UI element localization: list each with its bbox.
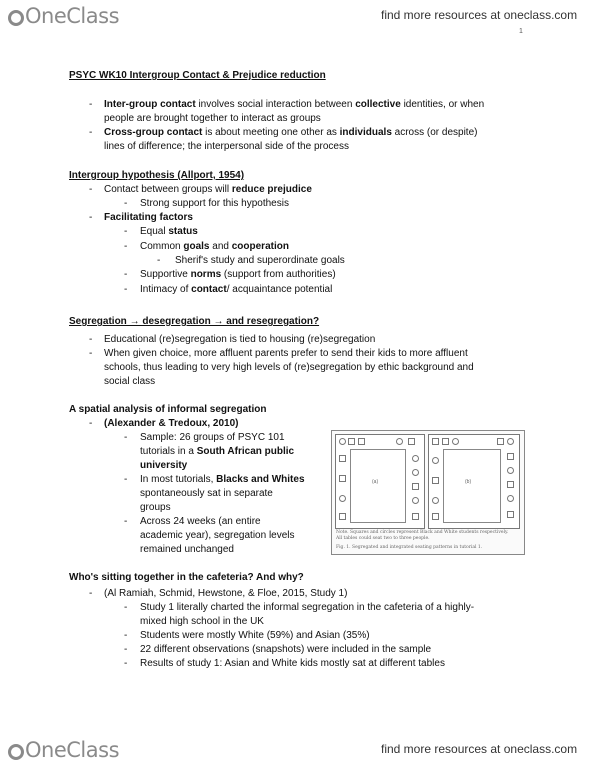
bullet-dash: -: [89, 184, 93, 195]
text-line: people are brought together to interact as groups: [104, 113, 321, 124]
bullet-dash: -: [89, 418, 93, 429]
bullet-dash: -: [89, 212, 93, 223]
text: involves social interaction between: [195, 99, 356, 110]
text-line: schools, thus leading to very high levels of (re)segregation by ethic background and: [104, 362, 474, 373]
term-status: status: [168, 226, 198, 237]
room-a: [335, 434, 425, 529]
text-line: mixed high school in the UK: [140, 616, 264, 627]
page-title: PSYC WK10 Intergroup Contact & Prejudice reduction: [69, 70, 326, 81]
section-heading-spatial-analysis: A spatial analysis of informal segregation: [69, 404, 267, 415]
list-item: Educational (re)segregation is tied to housing (re)segregation: [104, 334, 376, 345]
seat: [339, 495, 346, 502]
text: tutorials in a: [140, 446, 197, 457]
bullet-dash: -: [124, 269, 128, 280]
text: / acquaintance potential: [226, 284, 333, 295]
find-more-link-top[interactable]: find more resources at oneclass.com: [381, 8, 578, 22]
paragraph-intergroup-contact: [104, 98, 484, 112]
logo-text: OneClass: [25, 738, 120, 762]
table: [443, 449, 501, 523]
list-item: [140, 240, 289, 254]
logo-text: OneClass: [25, 4, 120, 28]
text-line: [140, 445, 294, 459]
oneclass-logo-top[interactable]: [8, 4, 119, 28]
logo-circle-icon: [8, 10, 24, 26]
bullet-dash: -: [124, 198, 128, 209]
list-item: Sample: 26 groups of PSYC 101: [140, 432, 285, 443]
text-line: university: [140, 460, 188, 471]
seat: [452, 438, 459, 445]
page-number: 1: [519, 28, 523, 35]
seat: [408, 438, 415, 445]
seat: [432, 457, 439, 464]
room-b: [428, 434, 520, 529]
seat: [412, 497, 419, 504]
text: (support from authorities): [221, 269, 336, 280]
seat: [432, 497, 439, 504]
seat: [507, 438, 514, 445]
seat: [507, 467, 514, 474]
term-norms: norms: [190, 269, 222, 280]
seat: [507, 495, 514, 502]
list-item: Sherif's study and superordinate goals: [175, 255, 345, 266]
bullet-dash: -: [124, 630, 128, 641]
term-collective: collective: [355, 99, 401, 110]
text-line: lines of difference; the interpersonal side of the process: [104, 141, 349, 152]
text-line: spontaneously sat in separate: [140, 488, 273, 499]
text: In most tutorials,: [140, 474, 217, 485]
seat: [432, 438, 439, 445]
list-item: Strong support for this hypothesis: [140, 198, 289, 209]
seat: [497, 438, 504, 445]
seat: [432, 513, 439, 520]
seating-figure: [331, 430, 525, 555]
citation: (Alexander & Tredoux, 2010): [104, 418, 239, 429]
list-item: Across 24 weeks (an entire: [140, 516, 261, 527]
text: Equal: [140, 226, 169, 237]
list-item: [140, 268, 336, 282]
text-line: academic year), segregation levels: [140, 530, 295, 541]
term-cooperation: cooperation: [231, 241, 289, 252]
term-intergroup-contact: Inter-group contact: [104, 99, 196, 110]
seat: [507, 481, 514, 488]
figure-caption: Fig. 1. Segregated and integrated seating patterns in tutorial 1.: [336, 545, 483, 550]
bullet-dash: -: [89, 348, 93, 359]
bullet-dash: -: [89, 588, 93, 599]
bullet-dash: -: [124, 516, 128, 527]
list-item: Students were mostly White (59%) and Asian (35%): [140, 630, 370, 641]
room-b-label: (b): [465, 479, 472, 485]
find-more-link-bottom[interactable]: find more resources at oneclass.com: [381, 742, 578, 756]
figure-note-line2: All tables could seat two to three people.: [336, 536, 430, 541]
bullet-dash: -: [157, 255, 161, 266]
bullet-dash: -: [89, 99, 93, 110]
list-item: Results of study 1: Asian and White kids mostly sat at different tables: [140, 658, 445, 669]
term-reduce-prejudice: reduce prejudice: [231, 184, 312, 195]
seat: [442, 438, 449, 445]
text: Contact between groups will: [104, 184, 232, 195]
seat: [339, 438, 346, 445]
citation: (Al Ramiah, Schmid, Hewstone, & Floe, 2015, Study 1): [104, 588, 348, 599]
seat: [348, 438, 355, 445]
seat: [339, 455, 346, 462]
list-item: [104, 183, 312, 197]
seat: [412, 513, 419, 520]
text: across (or despite): [391, 127, 478, 138]
text: identities, or when: [400, 99, 485, 110]
seat: [507, 453, 514, 460]
text: and: [209, 241, 232, 252]
text-line: groups: [140, 502, 171, 513]
oneclass-logo-bottom[interactable]: [8, 738, 119, 762]
bullet-dash: -: [124, 602, 128, 613]
bullet-dash: -: [124, 658, 128, 669]
text: Common: [140, 241, 184, 252]
bullet-dash: -: [89, 127, 93, 138]
text: Supportive: [140, 269, 191, 280]
seat: [412, 483, 419, 490]
list-item: When given choice, more affluent parents prefer to send their kids to more affluent: [104, 348, 468, 359]
paragraph-crossgroup-contact: [104, 126, 477, 140]
seat: [412, 455, 419, 462]
bullet-dash: -: [124, 241, 128, 252]
bullet-dash: -: [124, 474, 128, 485]
seat: [412, 469, 419, 476]
seat: [339, 475, 346, 482]
term-south-african: South African public: [196, 446, 295, 457]
figure-note-line1: Note. Squares and circles represent Black and White students respectively.: [336, 530, 509, 535]
list-item: [140, 283, 332, 297]
bullet-dash: -: [124, 644, 128, 655]
term-individuals: individuals: [339, 127, 392, 138]
logo-circle-icon: [8, 744, 24, 760]
seat: [358, 438, 365, 445]
section-heading-cafeteria: Who's sitting together in the cafeteria? And why?: [69, 572, 304, 583]
table: [350, 449, 406, 523]
text-line: social class: [104, 376, 156, 387]
text: Intimacy of: [140, 284, 192, 295]
term-blacks-whites: Blacks and Whites: [216, 474, 305, 485]
section-heading-segregation: Segregation → desegregation → and resegregation?: [69, 316, 320, 327]
term-goals: goals: [183, 241, 210, 252]
bullet-dash: -: [124, 284, 128, 295]
text: is about meeting one other as: [202, 127, 340, 138]
list-item: [140, 225, 198, 239]
seat: [507, 511, 514, 518]
list-item: Study 1 literally charted the informal segregation in the cafeteria of a highly-: [140, 602, 475, 613]
text-line: remained unchanged: [140, 544, 234, 555]
room-a-label: (a): [372, 479, 379, 485]
seat: [396, 438, 403, 445]
term-crossgroup-contact: Cross-group contact: [104, 127, 203, 138]
list-item: [140, 473, 305, 487]
term-contact: contact: [191, 284, 227, 295]
bullet-dash: -: [124, 226, 128, 237]
bullet-dash: -: [89, 334, 93, 345]
bullet-dash: -: [124, 432, 128, 443]
section-heading-intergroup-hypothesis: Intergroup hypothesis (Allport, 1954): [69, 170, 245, 181]
list-item: Facilitating factors: [104, 212, 193, 223]
seat: [432, 477, 439, 484]
list-item: 22 different observations (snapshots) were included in the sample: [140, 644, 432, 655]
seat: [339, 513, 346, 520]
